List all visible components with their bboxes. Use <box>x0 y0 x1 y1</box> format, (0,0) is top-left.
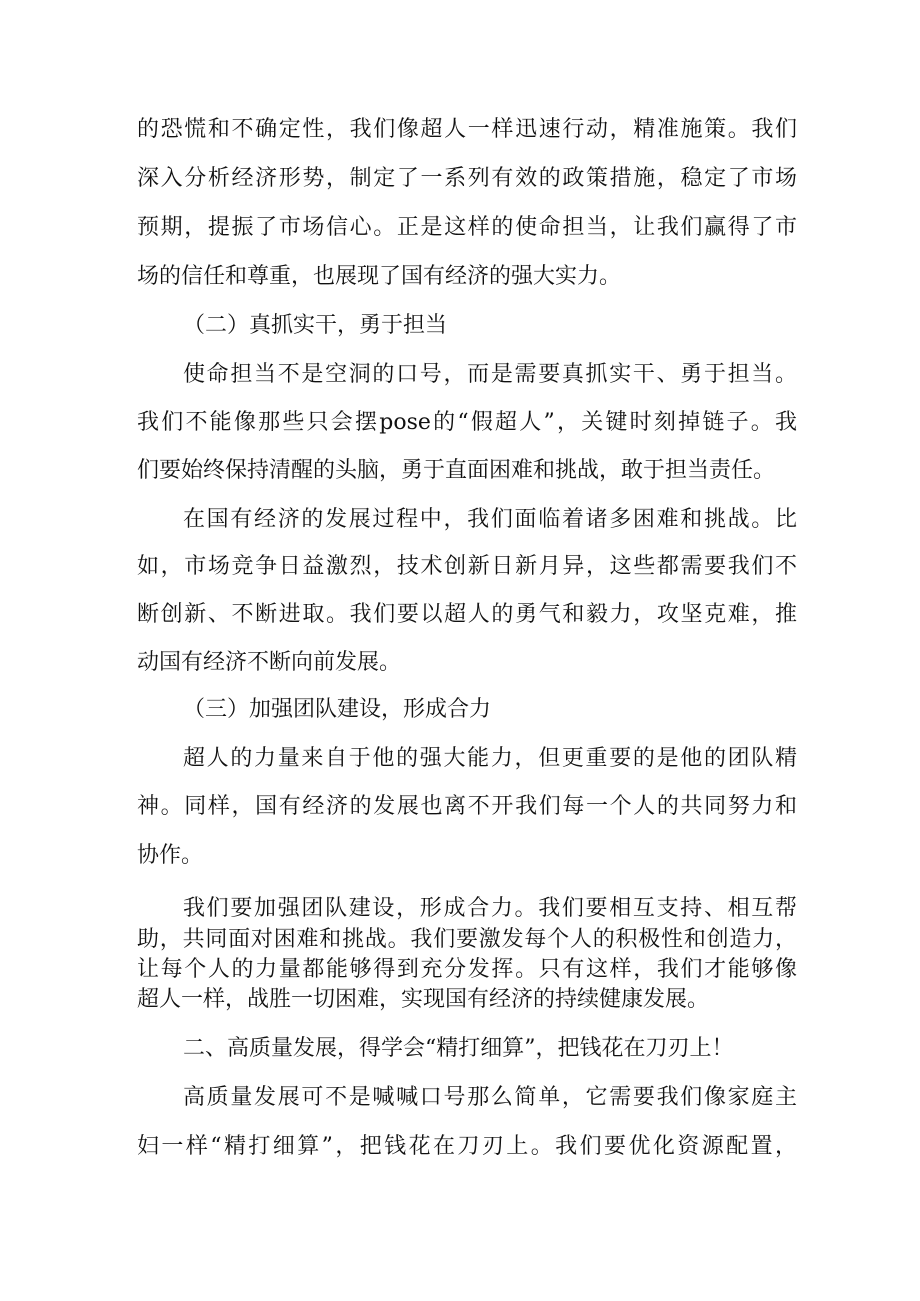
section-heading: （二）真抓实干，勇于担当 <box>183 313 448 338</box>
paragraph-line: 高质量发展可不是喊喊口号那么简单，它需要我们像家庭主 <box>183 1085 797 1110</box>
paragraph-line: 在国有经济的发展过程中，我们面临着诸多困难和挑战。比 <box>183 507 797 532</box>
paragraph-line: 的恐慌和不确定性，我们像超人一样迅速行动，精准施策。我们 <box>137 117 797 142</box>
paragraph-line: 妇一样“精打细算”，把钱花在刀刃上。我们要优化资源配置， <box>137 1134 797 1159</box>
paragraph-line: 们要始终保持清醒的头脑，勇于直面困难和挑战，敢于担当责任。 <box>137 458 776 483</box>
paragraph-line: 协作。 <box>137 843 204 868</box>
paragraph-line: 助，共同面对困难和挑战。我们要激发每个人的积极性和创造力， <box>137 927 797 952</box>
paragraph-line: 使命担当不是空洞的口号，而是需要真抓实干、勇于担当。 <box>183 362 797 387</box>
paragraph-line: 我们不能像那些只会摆pose的“假超人”，关键时刻掉链子。我 <box>137 410 797 435</box>
paragraph-line: 动国有经济不断向前发展。 <box>137 650 402 675</box>
paragraph-line: 预期，提振了市场信心。正是这样的使命担当，让我们赢得了市 <box>137 215 797 240</box>
paragraph-line: 场的信任和尊重，也展现了国有经济的强大实力。 <box>137 264 622 289</box>
paragraph-line: 超人一样，战胜一切困难，实现国有经济的持续健康发展。 <box>137 987 710 1012</box>
paragraph-line: 断创新、不断进取。我们要以超人的勇气和毅力，攻坚克难，推 <box>137 602 797 627</box>
chapter-heading: 二、高质量发展，得学会“精打细算”，把钱花在刀刃上！ <box>183 1036 734 1061</box>
section-heading: （三）加强团队建设，形成合力 <box>183 697 492 722</box>
paragraph-line: 让每个人的力量都能够得到充分发挥。只有这样，我们才能够像 <box>137 957 797 982</box>
paragraph-line: 超人的力量来自于他的强大能力，但更重要的是他的团队精 <box>183 746 797 771</box>
paragraph-line: 如，市场竞争日益激烈，技术创新日新月异，这些都需要我们不 <box>137 554 797 579</box>
paragraph-line: 深入分析经济形势，制定了一系列有效的政策措施，稳定了市场 <box>137 166 797 191</box>
paragraph-line: 我们要加强团队建设，形成合力。我们要相互支持、相互帮 <box>183 896 797 921</box>
paragraph-line: 神。同样，国有经济的发展也离不开我们每一个人的共同努力和 <box>137 794 797 819</box>
